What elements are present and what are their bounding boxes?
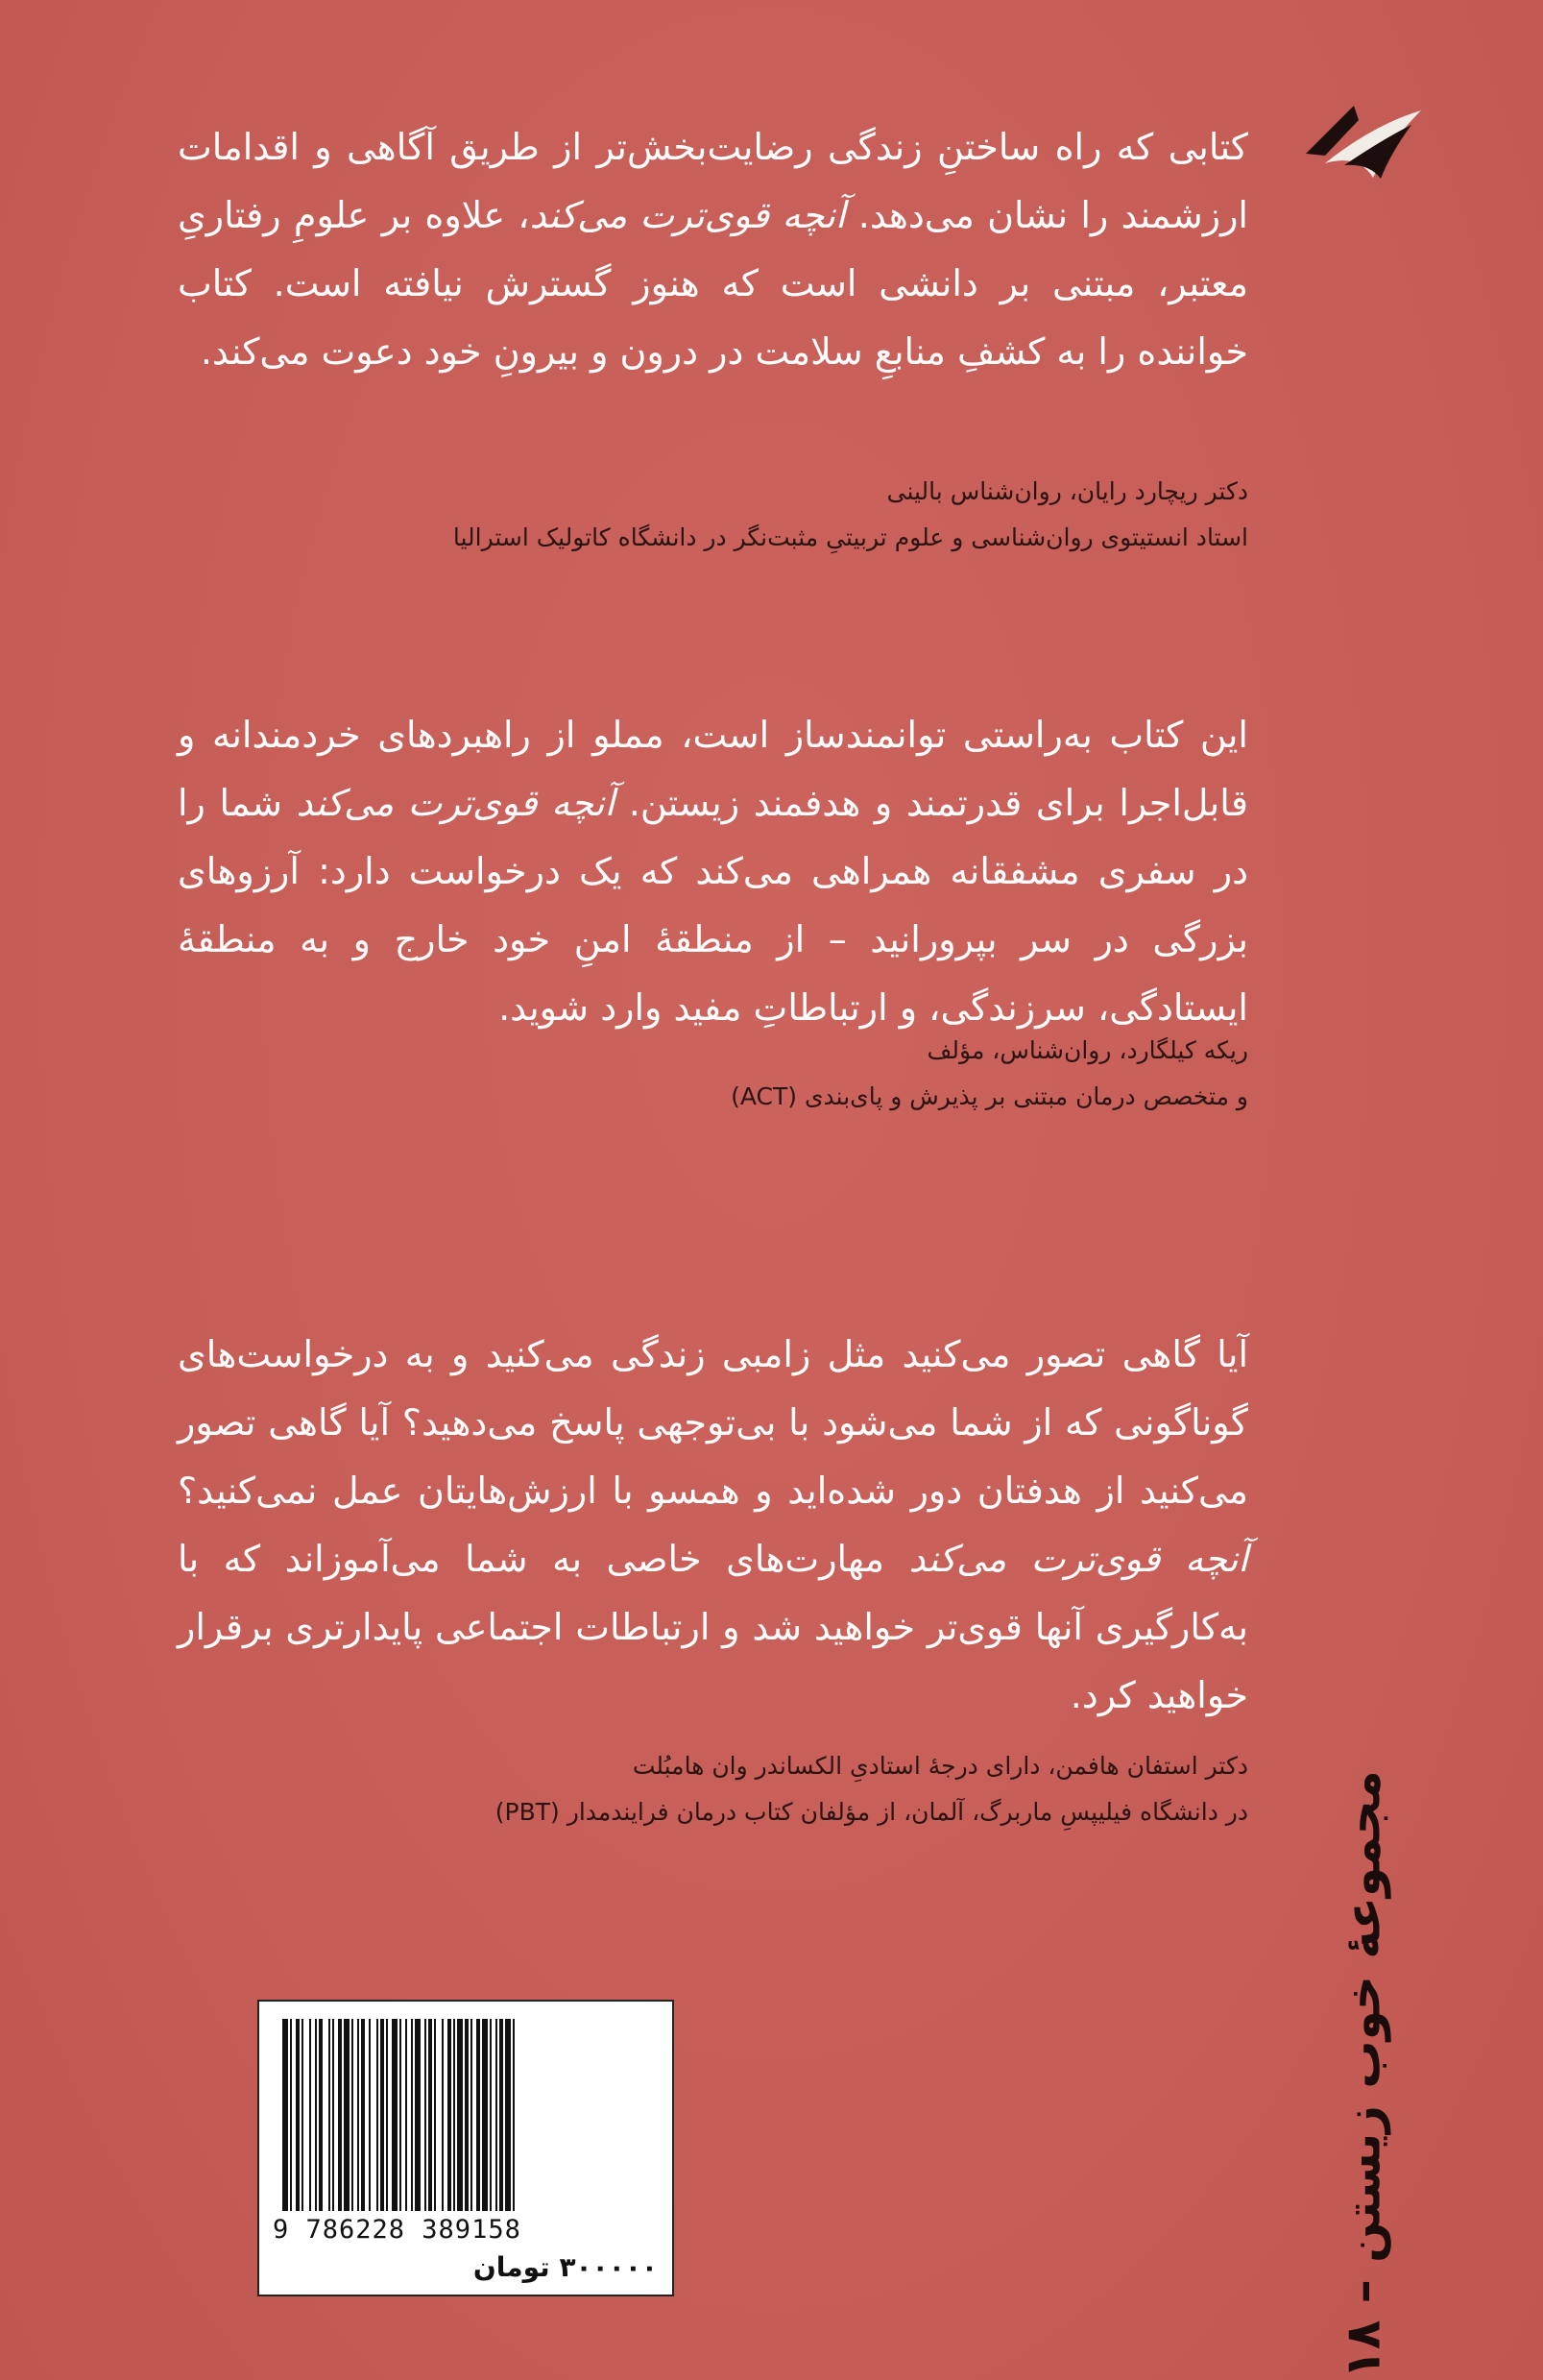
barcode-bar <box>315 2019 317 2211</box>
blurb-text: این کتاب به‌راستی توانمندساز است، مملو از راهبردهای خردمندانه و قابل‌اجرا برای قدرتمند و هدفمند زیستن. <box>178 714 1248 824</box>
blurb-3-paragraph <box>178 1321 1248 1730</box>
barcode-bar <box>309 2019 311 2211</box>
barcode-bar <box>301 2019 303 2211</box>
barcode-bar <box>470 2019 472 2211</box>
barcode-icon <box>282 2019 649 2211</box>
barcode-bar <box>380 2019 384 2211</box>
blurb-text: کتابی که راه ساختنِ زندگی رضایت‌بخش‌تر از طریق آگاهی و اقدامات ارزشمند را نشان می‌دهد. <box>178 126 1248 236</box>
barcode-bar <box>415 2019 421 2211</box>
barcode-bar <box>361 2019 365 2211</box>
barcode-bar <box>490 2019 492 2211</box>
blurb-2 <box>178 701 1248 1042</box>
barcode-bar <box>369 2019 371 2211</box>
barcode-bar <box>424 2019 426 2211</box>
barcode-bar <box>434 2019 436 2211</box>
blurb-3 <box>178 1321 1248 1730</box>
blurb-2-attribution <box>178 1028 1248 1120</box>
barcode-bar <box>482 2019 488 2211</box>
barcode-bar <box>392 2019 398 2211</box>
barcode-bar <box>405 2019 407 2211</box>
attribution-name: ریکه کیلگارد، روان‌شناس، مؤلف <box>927 1036 1248 1064</box>
blurb-text: ، علاوه بر علومِ رفتاریِ معتبر، مبتنی بر دانشی است که هنوز گسترش نیافته است. کتاب خواننده را به کشفِ منابعِ سلامت در درون و بیرونِ خود دعوت می‌کند. <box>178 194 1248 373</box>
barcode-box <box>257 2000 674 2296</box>
barcode-bar <box>344 2019 350 2211</box>
barcode-bar <box>386 2019 388 2211</box>
barcode-bar <box>428 2019 432 2211</box>
attribution-name: دکتر استفان هافمن، دارای درجهٔ استادیِ الکساندر وان هامبُلت <box>632 1752 1248 1780</box>
barcode-bar <box>290 2019 292 2211</box>
barcode-bar <box>376 2019 378 2211</box>
isbn-number: 9 786228 389158 <box>273 2215 521 2245</box>
attribution-name: دکتر ریچارد رایان، روان‌شناس بالینی <box>886 477 1248 505</box>
attribution-affiliation: و متخصص درمان مبتنی بر پذیرش و پای‌بندی (ACT) <box>731 1082 1248 1110</box>
book-title-italic: آنچه قوی‌ترت می‌کند <box>529 194 846 236</box>
blurb-text: شما را در سفری مشفقانه همراهی می‌کند که یک درخواست دارد: آرزوهای بزرگی در سر بپرورانید – از منطقهٔ امنِ خود خارج و به منطقهٔ ایستادگی، سرزندگی، و ارتباطاتِ مفید وارد شوید. <box>178 782 1248 1029</box>
blurb-1-attribution <box>178 469 1248 561</box>
barcode-bar <box>351 2019 353 2211</box>
barcode-bar <box>465 2019 469 2211</box>
barcode-bar <box>453 2019 455 2211</box>
barcode-bar <box>505 2019 511 2211</box>
barcode-bar <box>328 2019 330 2211</box>
barcode-bar <box>338 2019 342 2211</box>
barcode-bar <box>495 2019 497 2211</box>
barcode-bar <box>447 2019 451 2211</box>
publisher-logo-icon <box>1287 86 1431 202</box>
barcode-bar <box>399 2019 401 2211</box>
barcode-bar <box>411 2019 413 2211</box>
barcode-bar <box>357 2019 359 2211</box>
barcode-bar <box>476 2019 480 2211</box>
barcode-bar <box>296 2019 300 2211</box>
blurb-1-paragraph <box>178 113 1248 386</box>
book-title-italic: آنچه قوی‌ترت می‌کند <box>908 1538 1248 1580</box>
blurb-text: مهارت‌های خاصی به شما می‌آموزاند که با به‌کارگیری آنها قوی‌تر خواهید شد و ارتباطات اجتماعی پایدارتری برقرار خواهید کرد. <box>178 1538 1248 1716</box>
blurb-2-paragraph <box>178 701 1248 1042</box>
book-title-italic: آنچه قوی‌ترت می‌کند <box>296 782 615 824</box>
price-label: ۳۰۰۰۰۰ تومان <box>472 2251 658 2283</box>
blurb-3-attribution <box>178 1743 1248 1835</box>
blurb-1 <box>178 113 1248 386</box>
barcode-bar <box>457 2019 463 2211</box>
attribution-affiliation: در دانشگاه فیلیپسِ ماربرگ، آلمان، از مؤلفان کتاب درمان فرایندمدار (PBT) <box>494 1798 1248 1826</box>
barcode-bar <box>332 2019 334 2211</box>
barcode-bar <box>282 2019 288 2211</box>
blurb-text: آیا گاهی تصور می‌کنید مثل زامبی زندگی می‌کنید و به درخواست‌های گوناگونی که از شما می‌شود با بی‌توجهی پاسخ می‌دهید؟ آیا گاهی تصور می‌کنید از هدفتان دور شده‌اید و همسو با ارزش‌هایتان عمل نمی‌کنید؟ <box>178 1333 1248 1512</box>
attribution-affiliation: استاد انستیتوی روان‌شناسی و علوم تربیتیِ مثبت‌نگر در دانشگاه کاتولیک استرالیا <box>452 523 1248 551</box>
series-title: مجموعهٔ خوب زیستن – ۱۸ <box>1336 1770 1392 2379</box>
barcode-bar <box>513 2019 515 2211</box>
barcode-bar <box>442 2019 444 2211</box>
barcode-bar <box>499 2019 503 2211</box>
barcode-bar <box>319 2019 323 2211</box>
series-label <box>1287 1770 1440 2379</box>
